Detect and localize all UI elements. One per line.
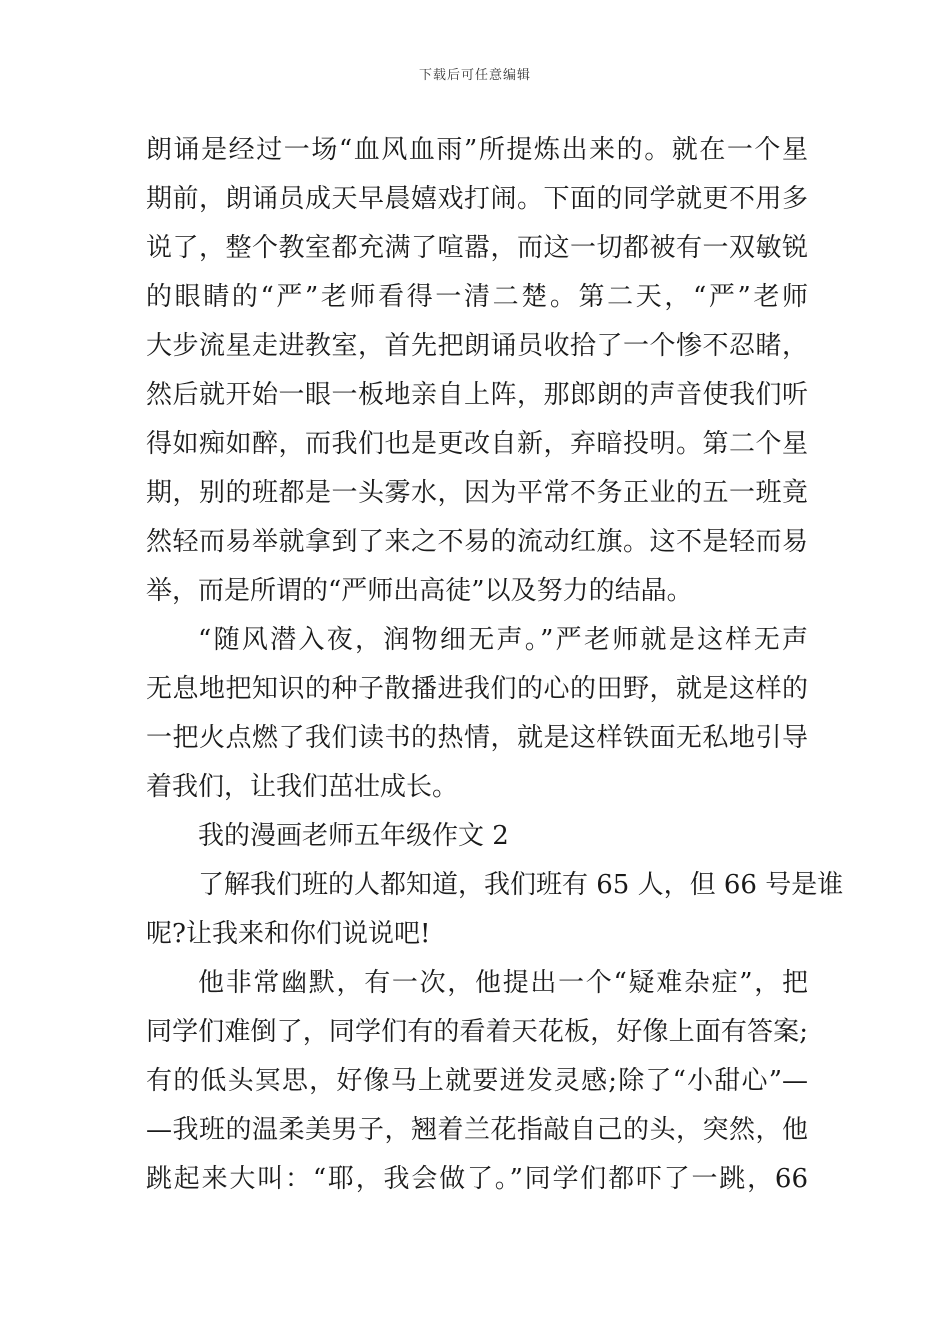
body-text xyxy=(146,126,844,1204)
text-line: 有的低头冥思，好像马上就要迸发灵感;除了“小甜心”— xyxy=(146,1066,808,1096)
text-line: 一把火点燃了我们读书的热情，就是这样铁面无私地引导 xyxy=(146,723,808,753)
text-line: 朗诵是经过一场“血风血雨”所提炼出来的。就在一个星 xyxy=(146,135,808,165)
text-line: 呢?让我来和你们说说吧! xyxy=(146,919,431,949)
text-line: 的眼睛的“严”老师看得一清二楚。第二天，“严”老师 xyxy=(146,282,808,312)
text-line: 大步流星走进教室，首先把朗诵员收拾了一个惨不忍睹， xyxy=(146,331,808,361)
text-line: 了解我们班的人都知道，我们班有 65 人，但 66 号是谁 xyxy=(198,870,844,900)
text-line: 跳起来大叫：“耶，我会做了。”同学们都吓了一跳，66 xyxy=(146,1164,808,1194)
text-line: 期，别的班都是一头雾水，因为平常不务正业的五一班竟 xyxy=(146,478,808,508)
text-line: 我的漫画老师五年级作文 2 xyxy=(198,821,509,851)
text-line: 说了，整个教室都充满了喧嚣，而这一切都被有一双敏锐 xyxy=(146,233,808,263)
text-line: 无息地把知识的种子散播进我们的心的田野，就是这样的 xyxy=(146,674,808,704)
text-line: 他非常幽默，有一次，他提出一个“疑难杂症”，把 xyxy=(198,968,808,998)
text-line: 举，而是所谓的“严师出高徒”以及努力的结晶。 xyxy=(146,576,693,606)
text-line: —我班的温柔美男子，翘着兰花指敲自己的头，突然，他 xyxy=(146,1115,808,1145)
text-line: 然后就开始一眼一板地亲自上阵，那郎朗的声音使我们听 xyxy=(146,380,808,410)
text-line: 期前，朗诵员成天早晨嬉戏打闹。下面的同学就更不用多 xyxy=(146,184,808,214)
text-line: 然轻而易举就拿到了来之不易的流动红旗。这不是轻而易 xyxy=(146,527,808,557)
text-line: 同学们难倒了，同学们有的看着天花板，好像上面有答案; xyxy=(146,1017,808,1047)
text-line: 得如痴如醉，而我们也是更改自新，弃暗投明。第二个星 xyxy=(146,429,808,459)
text-line: “随风潜入夜，润物细无声。”严老师就是这样无声 xyxy=(198,625,808,655)
text-line: 着我们，让我们茁壮成长。 xyxy=(146,772,459,802)
page-header: 下载后可任意编辑 xyxy=(418,68,531,83)
